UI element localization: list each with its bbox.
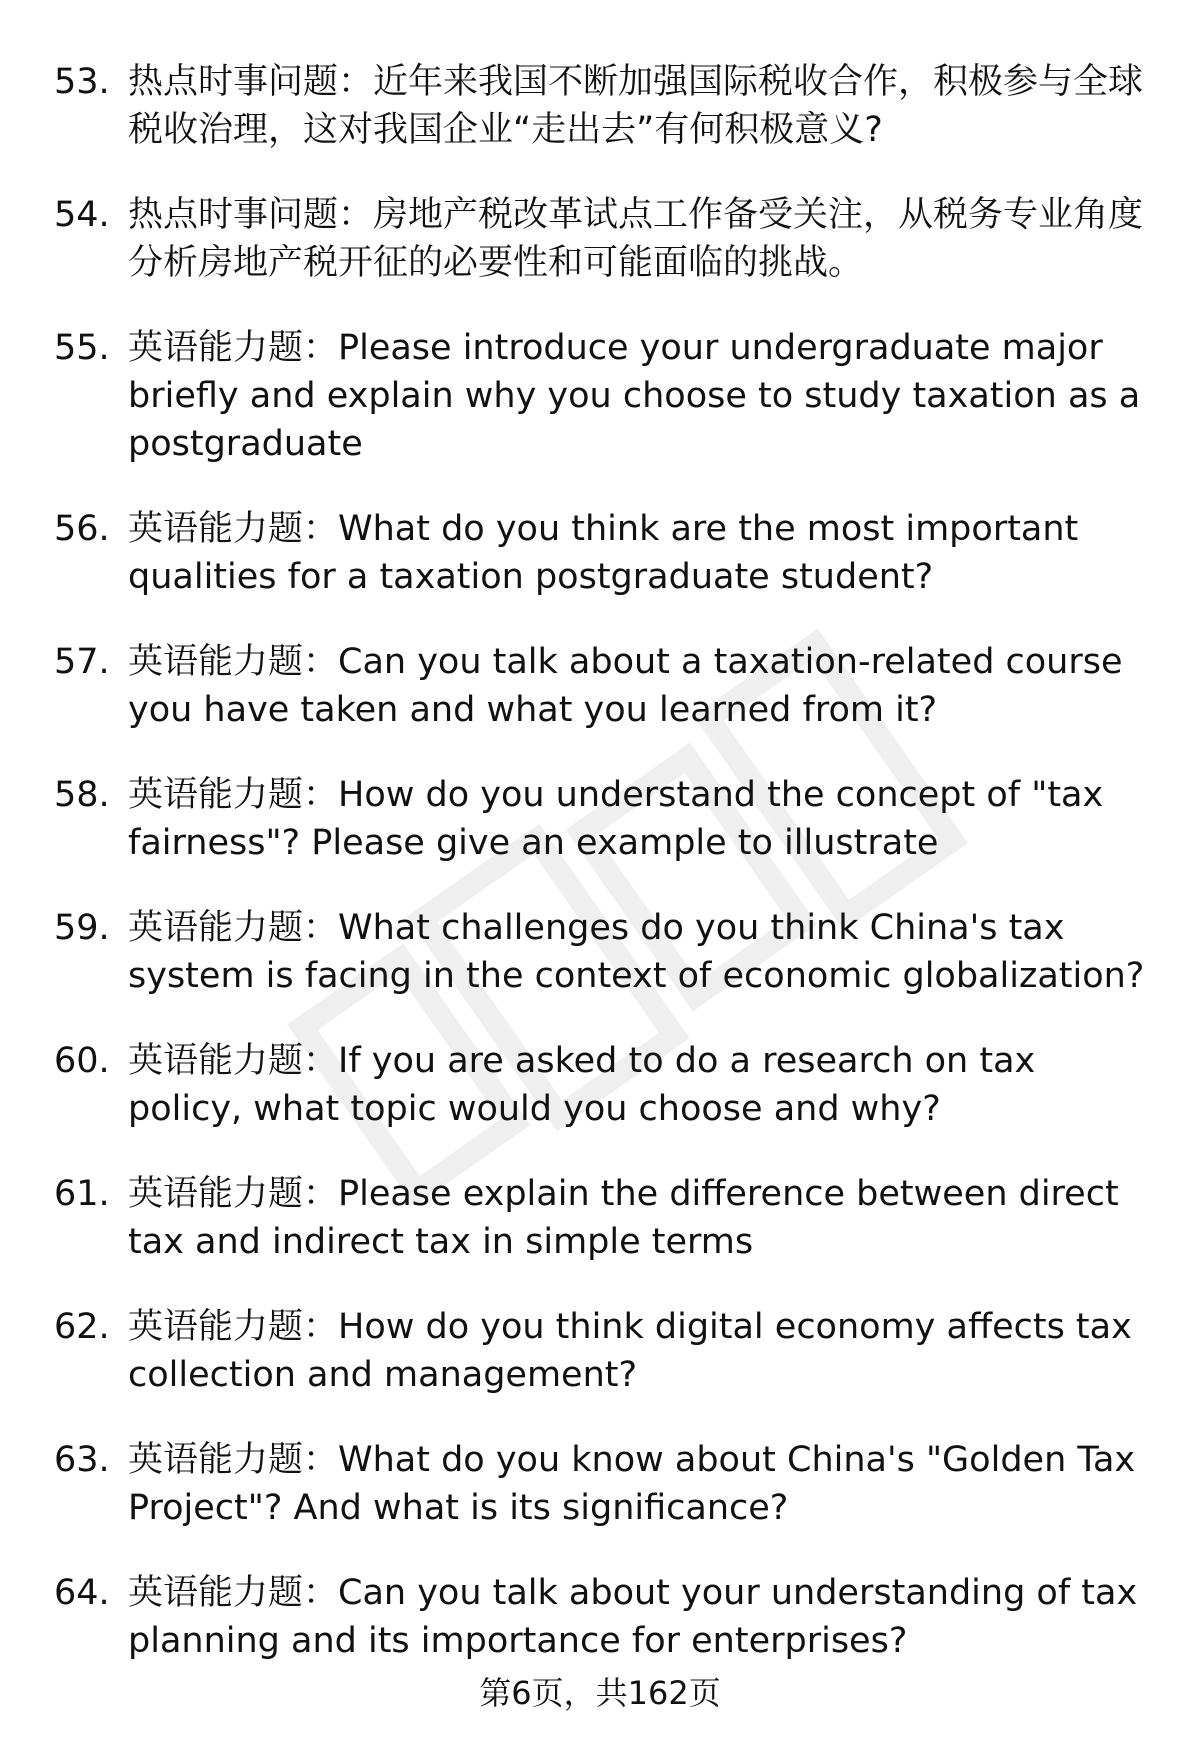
question-item [54,1436,1154,1532]
question-text: 英语能力题：If you are asked to do a research on tax policy, what topic would you choose and why? [128,1041,1036,1129]
question-text: 英语能力题：How do you think digital economy affects tax collection and management? [128,1307,1132,1395]
question-number: 57. [54,642,110,682]
question-text: 热点时事问题：房地产税改革试点工作备受关注，从税务专业角度分析房地产税开征的必要性和可能面临的挑战。 [128,195,1144,283]
question-number: 58. [54,775,110,815]
question-text: 英语能力题：Can you talk about your understanding of tax planning and its importance for enterprises? [128,1573,1138,1661]
question-item [54,191,1154,287]
question-number: 61. [54,1174,110,1214]
question-number: 63. [54,1440,110,1480]
question-number: 55. [54,328,110,368]
question-item [54,324,1154,468]
question-text: 英语能力题：Please introduce your undergraduate major briefly and explain why you choose to study taxation as a postgraduate [128,328,1141,464]
page-number-footer: 第6页，共162页 [479,1674,721,1712]
question-text: 英语能力题：What challenges do you think China's tax system is facing in the context of economic globalization? [128,908,1145,996]
question-number: 59. [54,908,110,948]
question-item [54,1037,1154,1133]
question-item [54,771,1154,867]
question-item [54,505,1154,601]
question-number: 62. [54,1307,110,1347]
question-item [54,58,1154,154]
question-number: 64. [54,1573,110,1613]
question-item [54,904,1154,1000]
question-number: 53. [54,62,110,102]
question-text: 英语能力题：What do you know about China's "Golden Tax Project"? And what is its significance? [128,1440,1136,1528]
question-item [54,1170,1154,1266]
question-text: 英语能力题：What do you think are the most important qualities for a taxation postgraduate student? [128,509,1079,597]
question-item [54,1303,1154,1399]
question-text: 英语能力题：How do you understand the concept of "tax fairness"? Please give an example to illustrate [128,775,1104,863]
question-text: 热点时事问题：近年来我国不断加强国际税收合作，积极参与全球税收治理，这对我国企业“走出去”有何积极意义? [128,62,1144,150]
question-item [54,1569,1154,1665]
question-text: 英语能力题：Can you talk about a taxation-related course you have taken and what you learned from it? [128,642,1123,730]
question-item [54,638,1154,734]
question-number: 56. [54,509,110,549]
question-list [54,58,1154,1702]
question-number: 60. [54,1041,110,1081]
question-text: 英语能力题：Please explain the difference between direct tax and indirect tax in simple terms [128,1174,1119,1262]
question-number: 54. [54,195,110,235]
